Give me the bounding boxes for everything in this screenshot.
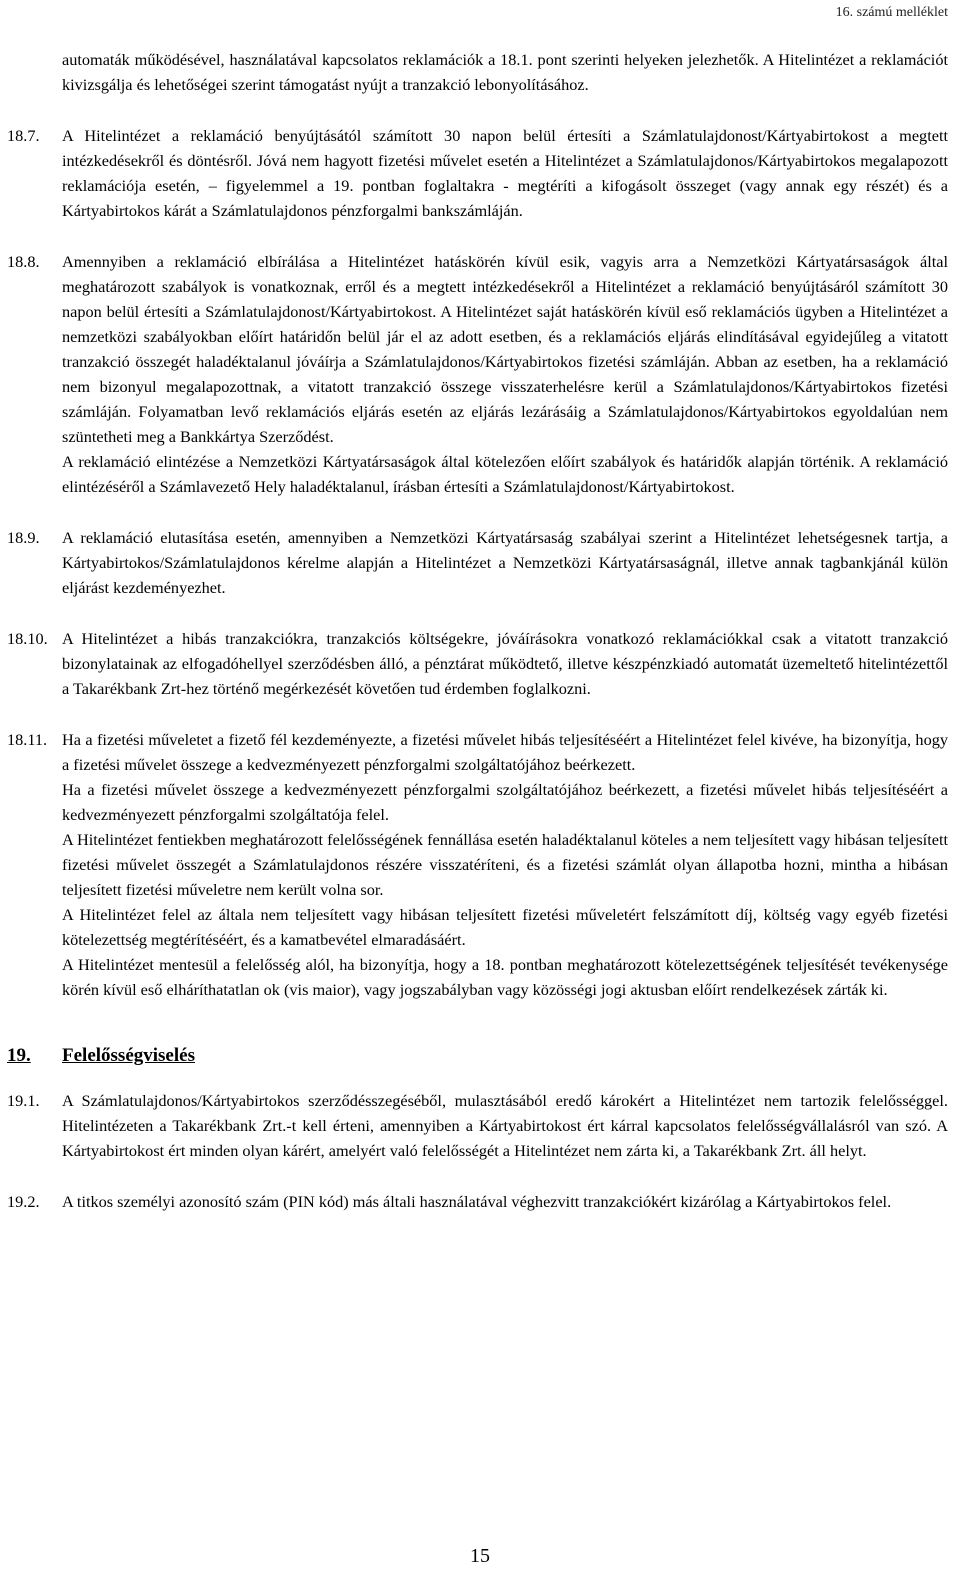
section-text-3: A Hitelintézet fentiekben meghatározott felelősségének fennállása esetén haladéktalanul köteles a nem teljesített vagy hibásan teljesített fizetési művelet összegét a Számlatulajdonos részére visszatéríteni, és a fizetési számlát olyan állapotba hozni, mintha a hibásan teljesített fizetési műveletre nem került volna sor. [62, 830, 948, 899]
annex-label: 16. számú melléklet [835, 5, 948, 20]
section-18-10 [7, 626, 948, 701]
section-text: A Hitelintézet a reklamáció benyújtásától számított 30 napon belül értesíti a Számlatulajdonost/Kártyabirtokost a megtett intézkedésekről és döntésről. Jóvá nem hagyott fizetési művelet esetén a Hitelintézet a Számlatulajdonos/Kártyabirtokos megalapozott reklamációja esetén, – figyelemmel a 19. pontban foglaltakra - megtéríti a kifogásolt összeget (vagy annak egy részét) és a Kártyabirtokos kárát a Számlatulajdonos pénzforgalmi bankszámláján. [62, 126, 948, 220]
page-number: 15 [470, 1545, 490, 1567]
section-text: A reklamáció elutasítása esetén, amennyiben a Nemzetközi Kártyatársaság szabályai szerint a Hitelintézet lehetségesnek tartja, a Kártyabirtokos/Számlatulajdonos kérelme alapján a Hitelintézet a Nemzetközi Kártyatársaságnál, illetve annak tagbankjánál külön eljárást kezdeményezhet. [62, 528, 948, 597]
section-18-11 [7, 727, 948, 1002]
section-18-9 [7, 525, 948, 600]
section-number: 18.10. [7, 629, 48, 648]
section-text-2: Ha a fizetési művelet összege a kedvezményezett pénzforgalmi szolgáltatójához beérkezett, a fizetési művelet hibás teljesítéséért a kedvezményezett pénzforgalmi szolgáltatója felel. [62, 780, 948, 824]
section-text: A titkos személyi azonosító szám (PIN kód) más általi használatával véghezvitt tranzakciókért kizárólag a Kártyabirtokos felel. [62, 1192, 892, 1211]
chapter-title: Felelősségviselés [62, 1045, 195, 1066]
section-number: 19.1. [7, 1091, 40, 1110]
section-text-4: A Hitelintézet felel az általa nem teljesített vagy hibásan teljesített fizetési műveletért felszámított díj, költség vagy egyéb fizetési kötelezettség megtérítéséért, és a kamatbevétel elmaradásáért. [62, 905, 948, 949]
chapter-heading-19 [7, 1042, 948, 1070]
chapter-number: 19. [7, 1045, 31, 1066]
section-number: 18.9. [7, 528, 40, 547]
section-text: A Hitelintézet a hibás tranzakciókra, tranzakciós költségekre, jóváírásokra vonatkozó reklamációkkal csak a vitatott tranzakció bizonylatainak az elfogadóhellyel szerződésben álló, a pénztárat működtető, illetve készpénzkiadó automatát üzemeltető hitelintézettől a Takarékbank Zrt-hez történő megérkezését követően tud érdemben foglalkozni. [62, 629, 948, 698]
section-number: 18.7. [7, 126, 40, 145]
document-body [7, 47, 948, 1214]
section-19-1 [7, 1088, 948, 1163]
section-text-5: A Hitelintézet mentesül a felelősség alól, ha bizonyítja, hogy a 18. pontban meghatározott kötelezettségének teljesítését tevékenysége körén kívül eső elháríthatatlan ok (vis maior), vagy jogszabályban vagy közösségi jogi aktusban előírt rendelkezések zárták ki. [62, 955, 948, 999]
section-number: 18.11. [7, 730, 48, 749]
section-number: 19.2. [7, 1192, 40, 1211]
intro-paragraph: automaták működésével, használatával kapcsolatos reklamációk a 18.1. pont szerinti helyeken jelezhetők. A Hitelintézet a reklamációt kivizsgálja és lehetőségei szerint támogatást nyújt a tranzakció lebonyolításához. [62, 50, 948, 94]
section-19-2 [7, 1189, 948, 1214]
section-text-1: Ha a fizetési műveletet a fizető fél kezdeményezte, a fizetési művelet hibás teljesítéséért a Hitelintézet felel kivéve, ha bizonyítja, hogy a fizetési művelet összege a kedvezményezett pénzforgalmi szolgáltatójához beérkezett. [62, 730, 948, 774]
section-text: A Számlatulajdonos/Kártyabirtokos szerződésszegéséből, mulasztásából eredő károkért a Hitelintézet nem tartozik felelősséggel. Hitelintézeten a Takarékbank Zrt.-t kell érteni, amennyiben a Kártyabirtokost ért kárral kapcsolatos felelősségvállalásról van szó. A Kártyabirtokost ért minden olyan kárért, amelyért való felelősségét a Hitelintézet nem zárta ki, a Takarékbank Zrt. áll helyt. [62, 1091, 948, 1160]
section-18-8 [7, 249, 948, 499]
section-18-7 [7, 123, 948, 223]
section-text-2: A reklamáció elintézése a Nemzetközi Kártyatársaságok által kötelezően előírt szabályok és határidők alapján történik. A reklamáció elintézéséről a Számlavezető Hely haladéktalanul, írásban értesíti a Számlatulajdonost/Kártyabirtokost. [62, 452, 948, 496]
section-text: Amennyiben a reklamáció elbírálása a Hitelintézet hatáskörén kívül esik, vagyis arra a Nemzetközi Kártyatársaságok által meghatározott szabályok is vonatkoznak, erről és a megtett intézkedésekről a Hitelintézet a reklamáció benyújtásáról számított 30 napon belül értesíti a Számlatulajdonost/Kártyabirtokost. A Hitelintézet saját hatáskörén kívül eső reklamációs ügyben a Hitelintézet a nemzetközi szabályokban előírt határidőn belül jár el az adott esetben, és a reklamációs eljárás elindításával egyidejűleg a vitatott tranzakció összegét haladéktalanul jóváírja a Számlatulajdonos/Kártyabirtokos fizetési számláján. Abban az esetben, ha a reklamáció nem bizonyul megalapozottnak, a vitatott tranzakció összege visszaterhelésre kerül a Számlatulajdonos/Kártyabirtokos fizetési számláján. Folyamatban levő reklamációs eljárás esetén az eljárás lezárásáig a Számlatulajdonos/Kártyabirtokos egyoldalúan nem szüntetheti meg a Bankkártya Szerződést. [62, 252, 948, 446]
section-number: 18.8. [7, 252, 40, 271]
